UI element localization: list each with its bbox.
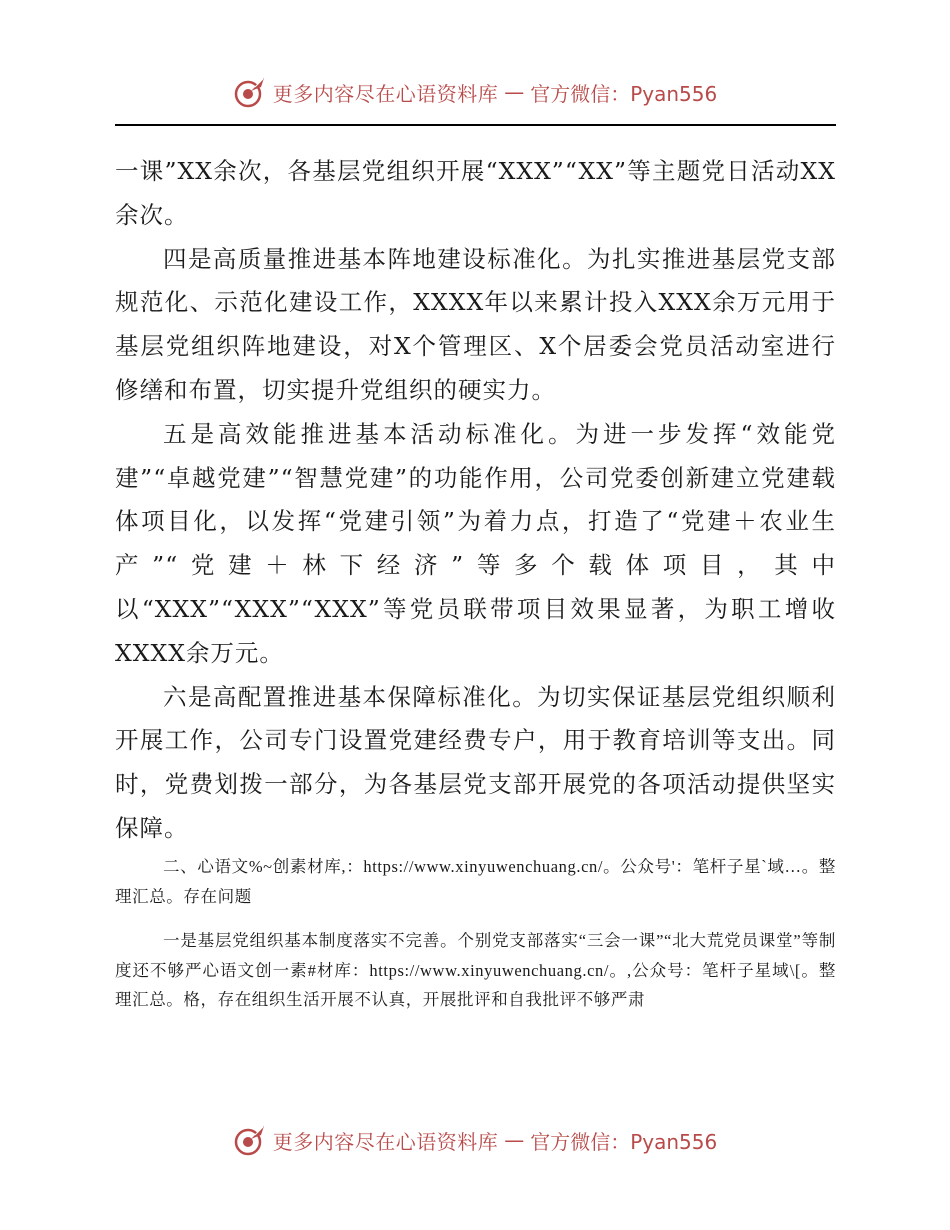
paragraph-item-five: 五是高效能推进基本活动标准化。为进一步发挥“效能党建”“卓越党建”“智慧党建”的功能作用，公司党委创新建立党建载体项目化，以发挥“党建引领”为着力点，打造了“党建＋农业生产”“党建＋林下经济”等多个载体项目，其中以“XXX”“XXX”“XXX”等党员联带项目效果显著，为职工增收XXXX余万元。 xyxy=(115,419,836,667)
section-heading-problems: 二、心语文%~创素材库,：https://www.xinyuwenchuang.cn/。公众号'：笔杆子星`域…。整理汇总。存在问题 xyxy=(115,857,836,906)
problems-section xyxy=(115,852,836,1015)
header-divider xyxy=(115,124,836,126)
feather-seal-icon xyxy=(233,75,267,109)
banner-wechat: 官方微信：Pyan556 xyxy=(530,1129,718,1154)
paragraph-continuation: 一课”XX余次，各基层党组织开展“XXX”“XX”等主题党日活动XX余次。 xyxy=(115,157,836,229)
banner-title: 更多内容尽在心语资料库 xyxy=(272,1129,499,1154)
document-body xyxy=(115,150,836,851)
problem-item-one: 一是基层党组织基本制度落实不完善。个别党支部落实“三会一课”“北大荒党员课堂”等制度还不够严心语文创一素#材库：https://www.xinyuwenchuang.cn/。,公众号：笔杆子星域\[。整理汇总。格，存在组织生活开展不认真，开展批评和自我批评不够严肃 xyxy=(115,931,836,1009)
paragraph-item-six: 六是高配置推进基本保障标准化。为切实保证基层党组织顺利开展工作，公司专门设置党建经费专户，用于教育培训等支出。同时，党费划拨一部分，为各基层党支部开展党的各项活动提供坚实保障。 xyxy=(115,682,836,842)
banner-wechat: 官方微信：Pyan556 xyxy=(530,81,718,106)
footer-banner xyxy=(0,1120,950,1160)
banner-separator: — xyxy=(504,1128,525,1152)
header-banner xyxy=(0,72,950,112)
feather-seal-icon xyxy=(233,1123,267,1157)
paragraph-item-four: 四是高质量推进基本阵地建设标准化。为扎实推进基层党支部规范化、示范化建设工作，XXXX年以来累计投入XXX余万元用于基层党组织阵地建设，对X个管理区、X个居委会党员活动室进行修缮和布置，切实提升党组织的硬实力。 xyxy=(115,244,836,404)
banner-separator: — xyxy=(504,80,525,104)
banner-title: 更多内容尽在心语资料库 xyxy=(272,81,499,106)
